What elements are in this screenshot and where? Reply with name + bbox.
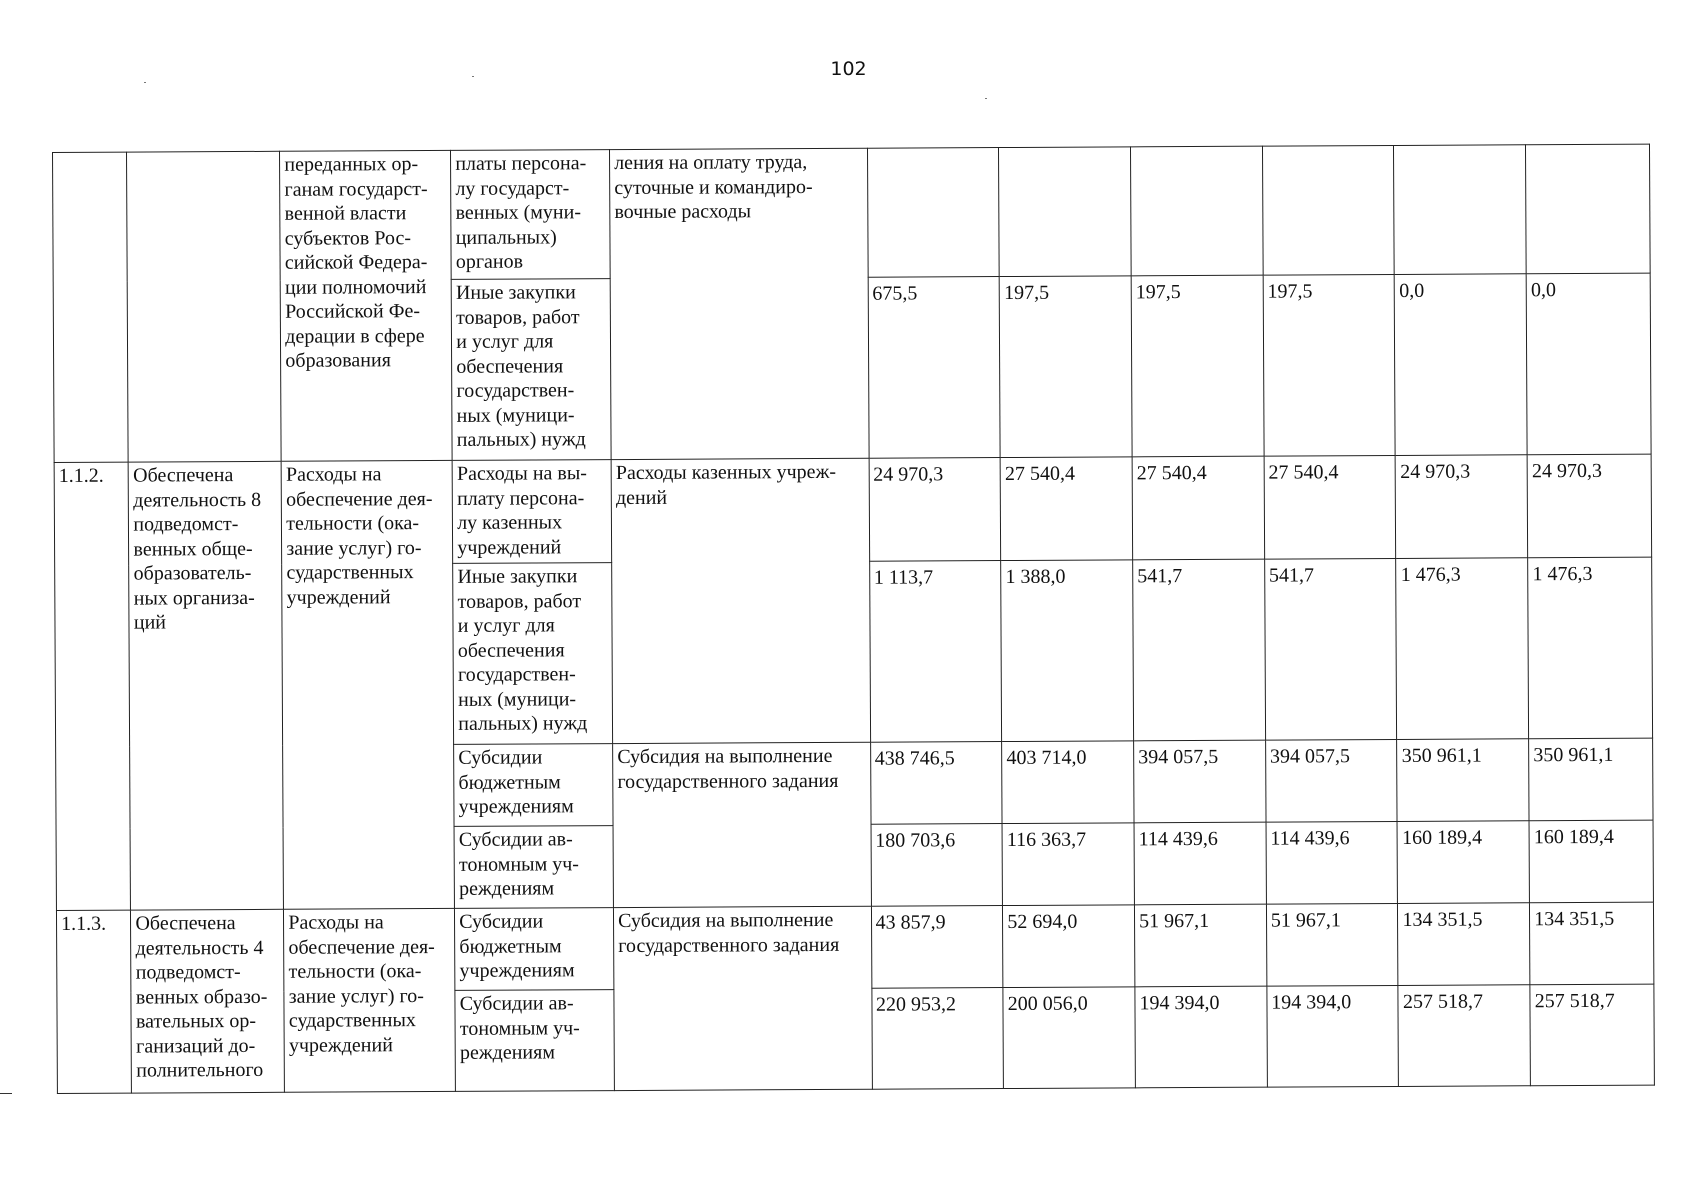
- margin-mark: [0, 1093, 12, 1094]
- value-cell: 116 363,7: [1002, 823, 1134, 906]
- scan-speck: [472, 76, 474, 77]
- expense-type-cell: платы персона- лу государст- венных (муни- ципальных) органов: [451, 150, 611, 280]
- value-cell: 43 857,9: [871, 906, 1003, 989]
- scan-speck: [144, 82, 146, 83]
- value-cell: 257 518,7: [1398, 985, 1530, 1087]
- value-cell: [867, 148, 999, 278]
- value-cell: 194 394,0: [1135, 986, 1267, 1088]
- value-cell: 1 476,3: [1528, 557, 1653, 739]
- value-cell: 160 189,4: [1529, 820, 1653, 903]
- purpose-cell: Расходы казенных учреж- дений: [611, 458, 870, 743]
- value-cell: 0,0: [1395, 274, 1528, 456]
- table-row: [53, 144, 1651, 281]
- value-cell: [999, 147, 1131, 277]
- expense-cell: Расходы на обеспечение дея- тельности (ока- зание услуг) го- сударственных учреждений: [281, 460, 454, 909]
- expense-cell: Расходы на обеспечение дея- тельности (ока- зание услуг) го- сударственных учреждений: [284, 908, 456, 1092]
- row-code-cell: [53, 152, 129, 462]
- value-cell: 541,7: [1264, 558, 1397, 740]
- table-row: [56, 902, 1653, 992]
- value-cell: 24 970,3: [869, 458, 1001, 562]
- value-cell: 403 714,0: [1002, 741, 1134, 824]
- purpose-cell: ления на оплату труда, суточные и командиро- вочные расходы: [610, 148, 869, 459]
- value-cell: 257 518,7: [1530, 984, 1654, 1086]
- value-cell: [1526, 144, 1650, 274]
- value-cell: 220 953,2: [871, 988, 1003, 1090]
- activity-name-cell: Обеспечена деятельность 8 подведомст- венных обще- образователь- ных организа- ций: [129, 461, 284, 910]
- value-cell: 160 189,4: [1398, 821, 1530, 904]
- value-cell: 1 113,7: [869, 561, 1002, 743]
- value-cell: 200 056,0: [1003, 987, 1135, 1089]
- purpose-cell: Субсидия на выполнение государственного задания: [614, 906, 872, 1090]
- value-cell: 114 439,6: [1266, 821, 1398, 904]
- value-cell: 114 439,6: [1134, 822, 1266, 905]
- value-cell: 51 967,1: [1134, 904, 1266, 987]
- activity-name-cell: Обеспечена деятельность 4 подведомст- венных образо- вательных ор- ганизаций до- полнительного: [131, 909, 285, 1093]
- expense-type-cell: Субсидии ав- тономным уч- реждениям: [454, 826, 613, 909]
- value-cell: 675,5: [868, 277, 1001, 459]
- value-cell: 197,5: [999, 276, 1132, 458]
- row-code-cell: 1.1.3.: [56, 910, 131, 1093]
- value-cell: 27 540,4: [1000, 457, 1132, 561]
- expense-type-cell: Субсидии бюджетным учреждениям: [455, 908, 614, 991]
- expense-type-cell: Иные закупки товаров, работ и услуг для обеспечения государствен- ных (муници- пальных) нужд: [453, 563, 613, 745]
- expense-text: переданных ор- ганам государст- венной власти субъектов Рос- сийской Федера- ции полномочий Российской Фе- дерации в сфере образования: [284, 153, 428, 372]
- value-cell: 134 351,5: [1398, 903, 1530, 986]
- purpose-cell: Субсидия на выполнение государственного задания: [613, 742, 871, 907]
- value-cell: 51 967,1: [1266, 903, 1398, 986]
- page-number: 102: [830, 58, 867, 80]
- activity-name-cell: [127, 151, 281, 462]
- value-cell: 180 703,6: [871, 824, 1003, 907]
- value-cell: 350 961,1: [1397, 739, 1529, 822]
- value-cell: 1 476,3: [1396, 558, 1529, 740]
- value-cell: 197,5: [1263, 274, 1396, 456]
- expense-type-cell: Субсидии бюджетным учреждениям: [454, 744, 613, 827]
- expense-type-cell: Субсидии ав- тономным уч- реждениям: [455, 990, 614, 1092]
- budget-table: [52, 144, 1655, 1094]
- value-cell: [1394, 145, 1526, 275]
- value-cell: 27 540,4: [1264, 455, 1396, 559]
- scan-speck: [985, 98, 987, 99]
- value-cell: 394 057,5: [1134, 740, 1266, 823]
- value-cell: 394 057,5: [1265, 739, 1397, 822]
- value-cell: 350 961,1: [1529, 738, 1653, 821]
- value-cell: [1262, 145, 1394, 275]
- value-cell: 194 394,0: [1267, 985, 1399, 1087]
- expense-type-cell: Иные закупки товаров, работ и услуг для обеспечения государствен- ных (муници- пальных) нужд: [451, 279, 611, 461]
- value-cell: 0,0: [1526, 273, 1651, 455]
- table-row: [54, 454, 1652, 565]
- value-cell: 438 746,5: [870, 742, 1002, 825]
- value-cell: 27 540,4: [1132, 456, 1264, 560]
- value-cell: 541,7: [1133, 559, 1266, 741]
- value-cell: 24 970,3: [1396, 455, 1528, 559]
- value-cell: [1131, 146, 1263, 276]
- value-cell: 134 351,5: [1530, 902, 1654, 985]
- value-cell: 1 388,0: [1001, 560, 1134, 742]
- row-code-cell: 1.1.2.: [54, 462, 131, 910]
- value-cell: 52 694,0: [1003, 905, 1135, 988]
- value-cell: 24 970,3: [1527, 454, 1651, 558]
- expense-type-cell: Расходы на вы- плату персона- лу казенных учреждений: [452, 460, 611, 564]
- value-cell: 197,5: [1131, 275, 1264, 457]
- expense-cell: [280, 150, 453, 461]
